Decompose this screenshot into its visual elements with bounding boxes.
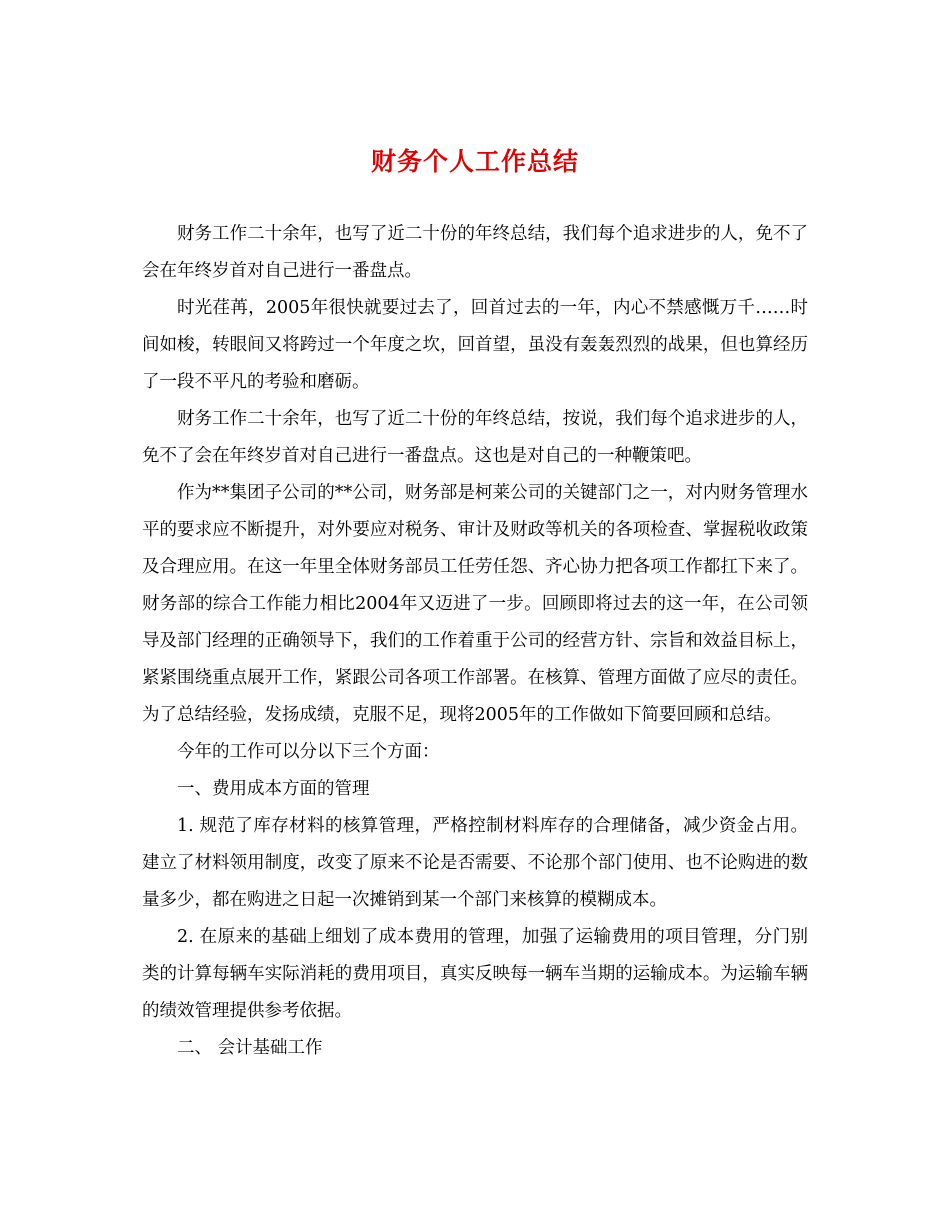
paragraph-self-reflection: 财务工作二十余年，也写了近二十份的年终总结，按说，我们每个追求进步的人，免不了会在年终岁首对自己进行一番盘点。这也是对自己的一种鞭策吧。: [142, 409, 808, 466]
document-body: [142, 216, 808, 1067]
section-heading-accounting-basics: 二、 会计基础工作: [177, 1038, 323, 1058]
paragraph-department-overview: 作为**集团子公司的**公司，财务部是柯莱公司的关键部门之一，对内财务管理水平的要求应不断提升，对外要应对税务、审计及财政等机关的各项检查、掌握税收政策及合理应用。在这一年里全体财务部员工任劳任怨、齐心协力把各项工作都扛下来了。财务部的综合工作能力相比2004年又迈进了一步。回顾即将过去的这一年，在公司领导及部门经理的正确领导下，我们的工作着重于公司的经营方针、宗旨和效益目标上，紧紧围绕重点展开工作，紧跟公司各项工作部署。在核算、管理方面做了应尽的责任。为了总结经验，发扬成绩，克服不足，现将2005年的工作做如下简要回顾和总结。: [142, 483, 808, 725]
section-heading-cost-management: 一、费用成本方面的管理: [177, 779, 370, 799]
paragraph-three-aspects: 今年的工作可以分以下三个方面：: [177, 742, 440, 762]
list-item-transport-cost: 2. 在原来的基础上细划了成本费用的管理，加强了运输费用的项目管理，分门别类的计算每辆车实际消耗的费用项目，真实反映每一辆车当期的运输成本。为运输车辆的绩效管理提供参考依据。: [142, 927, 808, 1021]
paragraph-intro: 财务工作二十余年，也写了近二十份的年终总结，我们每个追求进步的人，免不了会在年终岁首对自己进行一番盘点。: [142, 224, 808, 281]
document-title: 财务个人工作总结: [370, 147, 579, 176]
list-item-inventory: 1. 规范了库存材料的核算管理，严格控制材料库存的合理储备，减少资金占用。建立了材料领用制度，改变了原来不论是否需要、不论那个部门使用、也不论购进的数量多少，都在购进之日起一次摊销到某一个部门来核算的模糊成本。: [142, 816, 808, 910]
paragraph-time-passing: 时光荏苒，2005年很快就要过去了，回首过去的一年，内心不禁感慨万千……时间如梭，转眼间又将跨过一个年度之坎，回首望，虽没有轰轰烈烈的战果，但也算经历了一段不平凡的考验和磨砺。: [142, 298, 808, 392]
